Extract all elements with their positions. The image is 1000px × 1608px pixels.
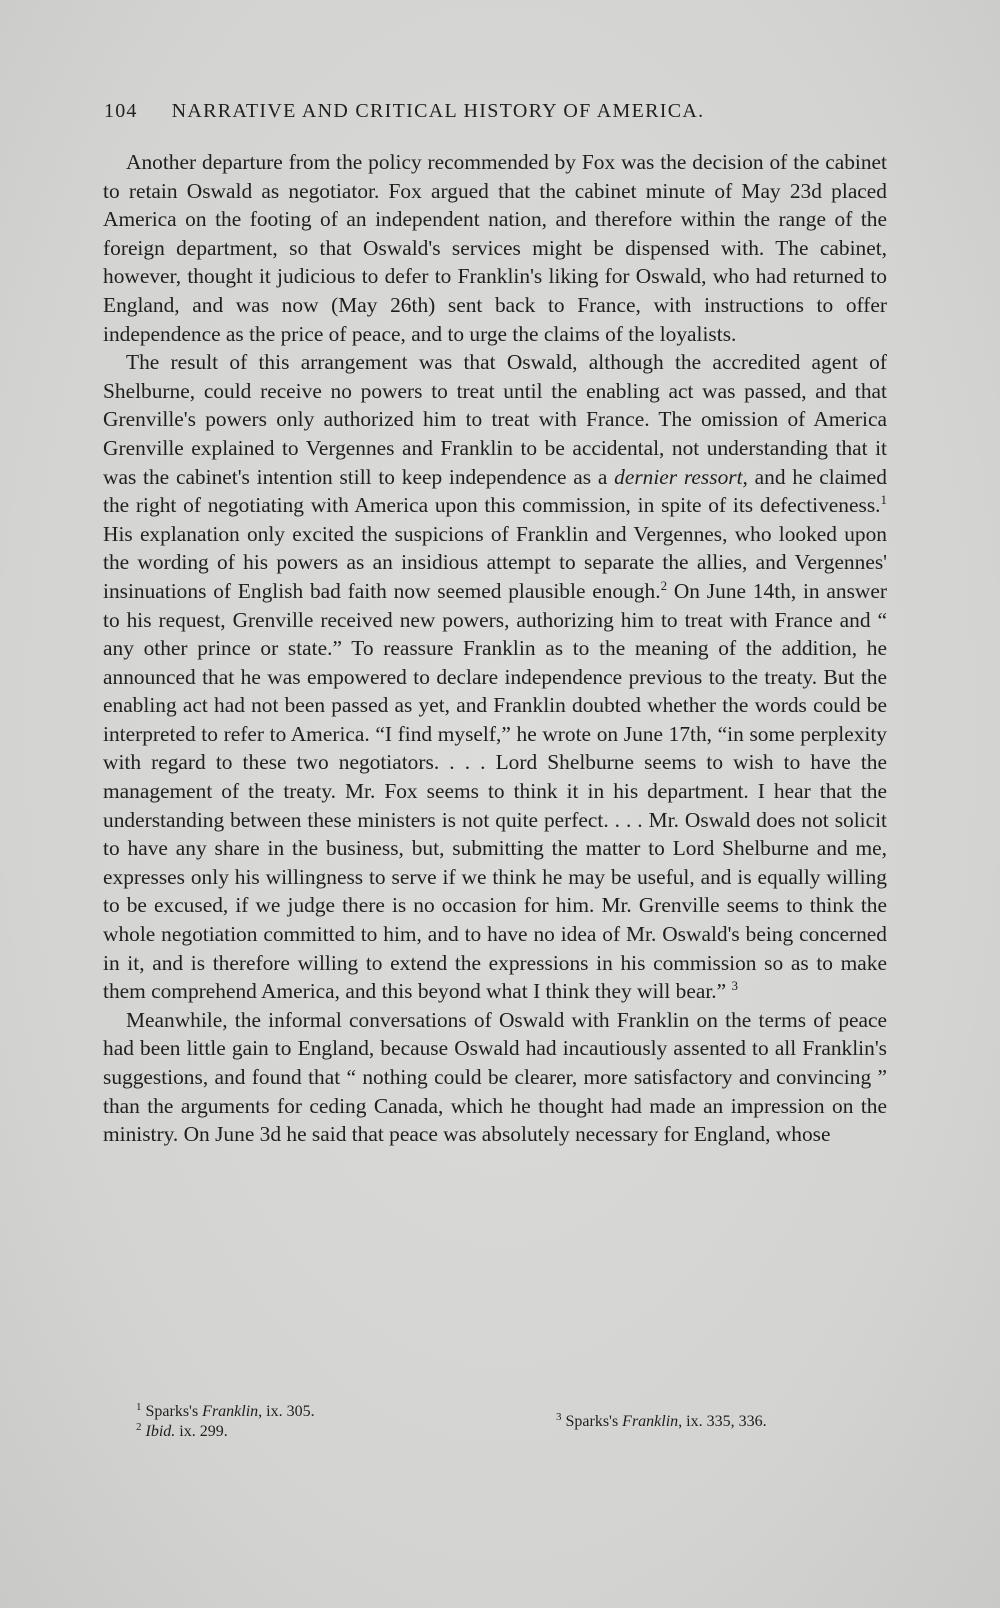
footnote-1-post: ix. 305. (262, 1403, 315, 1420)
paragraph-1: Another departure from the policy recommended by Fox was the decision of the cabinet to retain Oswald as negotiator. Fox argued that the cabinet minute of May 23d placed America on the footing of an independent nation, and therefore within the range of the foreign department, so that Oswald's services might be dispensed with. The cabinet, however, thought it judicious to defer to Franklin's liking for Oswald, who had returned to England, and was now (May 26th) sent back to France, with instructions to offer independence as the price of peace, and to urge the claims of the loyalists. (103, 150, 887, 346)
paragraph-2-part-1: The result of this arrangement was that Oswald, although the accredited agent of Shelburne, could receive no powers to treat until the enabling act was passed, and that Grenville's powers only authorized him to treat with France. The omission of America Grenville explained to Vergennes and Franklin to be accidental, not understanding that it was the cabinet's intention still to keep independence as a (103, 350, 887, 489)
footnotes (136, 1402, 856, 1442)
footnote-3 (556, 1412, 767, 1432)
footnote-1-pre: Sparks's (145, 1403, 203, 1420)
footnote-2 (136, 1422, 556, 1442)
footnote-3-italic: Franklin, (622, 1413, 683, 1430)
footnote-1-number: 1 (136, 1400, 142, 1413)
footnote-ref-1: 1 (880, 492, 887, 507)
page-number: 104 (104, 100, 138, 122)
footnote-ref-3: 3 (731, 978, 738, 994)
running-header (104, 100, 794, 123)
footnote-2-post: ix. 299. (175, 1423, 228, 1440)
italic-dernier-ressort: dernier ressort, (614, 464, 748, 489)
footnote-3-pre: Sparks's (565, 1413, 623, 1430)
paragraph-2-part-4: On June 14th, in answer to his request, Grenville received new powers, authorizing him to treat with France and “ any other prince or state.” To reassure Franklin as to the meaning of the addition, he announced that he was empowered to declare independence previous to the treaty. But the enabling act had not been passed as yet, and Franklin doubted whether the words could be interpreted to refer to America. “I find myself,” he wrote on June 17th, “in some perplexity with regard to these two negotiators. . . . Lord Shelburne seems to wish to have the management of the treaty. Mr. Fox seems to think it in his department. I hear that the understanding between these ministers is not quite perfect. . . . Mr. Oswald does not solicit to have any share in the business, but, submitting the matter to Lord Shelburne and me, expresses only his willingness to serve if we think he may be useful, and is equally willing to be excused, if we judge there is no occasion for him. Mr. Grenville seems to think the whole negotiation committed to him, and to have no idea of Mr. Oswald's being concerned in it, and is therefore willing to extend the expressions in his commission so as to make them comprehend America, and this beyond what I think they will bear.” (103, 578, 887, 1004)
running-title: NARRATIVE AND CRITICAL HISTORY OF AMERICA. (171, 100, 705, 122)
footnotes-left-column (136, 1402, 556, 1442)
footnote-1-italic: Franklin, (202, 1403, 263, 1420)
footnote-3-post: ix. 335, 336. (682, 1413, 767, 1430)
body-text (103, 148, 887, 1149)
footnote-2-number: 2 (136, 1420, 142, 1433)
paragraph-2 (103, 348, 887, 1006)
footnote-ref-2: 2 (660, 577, 668, 593)
paragraph-2-part-2: and he claimed the right of negotiating with America upon this commission, in spite of its defectiveness. (103, 464, 887, 518)
footnote-3-number: 3 (556, 1410, 562, 1423)
paragraph-2-part-3: His explanation only excited the suspicions of Franklin and Vergennes, who looked upon the wording of his powers as an insidious attempt to separate the allies, and Vergennes' insinuations of English bad faith now seemed plausible enough. (103, 521, 887, 603)
footnotes-right-column (556, 1402, 767, 1442)
footnote-2-italic: Ibid. (145, 1423, 176, 1440)
paragraph-3: Meanwhile, the informal conversations of Oswald with Franklin on the terms of peace had been little gain to England, because Oswald had incautiously assented to all Franklin's suggestions, and found that “ nothing could be clearer, more satisfactory and convincing ” than the arguments for ceding Canada, which he thought had made an impression on the ministry. On June 3d he said that peace was absolutely necessary for England, whose (103, 1007, 887, 1147)
footnote-1 (136, 1402, 556, 1422)
